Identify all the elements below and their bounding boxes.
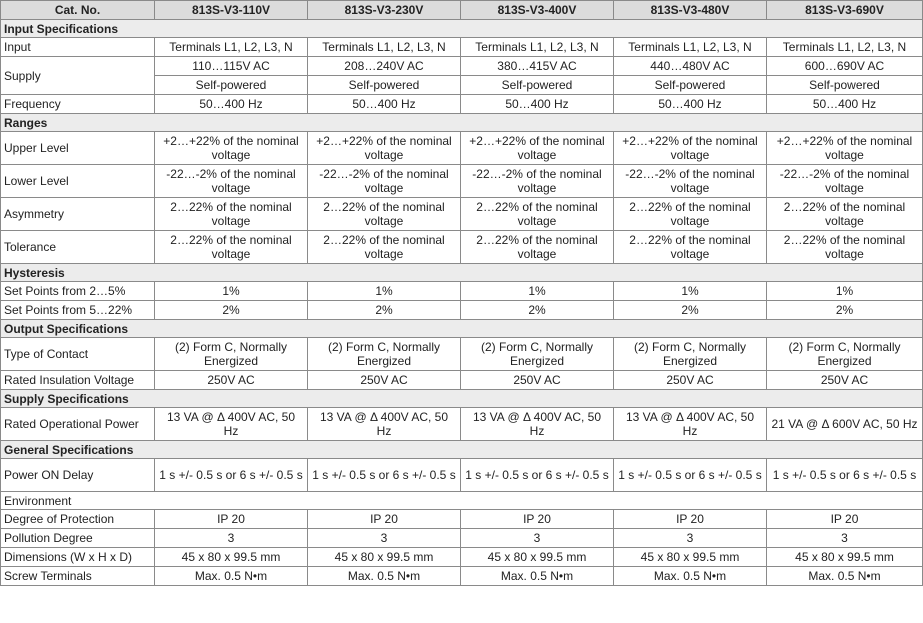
cell-value: Terminals L1, L2, L3, N: [461, 38, 614, 57]
cell-value: 1 s +/- 0.5 s or 6 s +/- 0.5 s: [461, 459, 614, 492]
cell-value: +2…+22% of the nominal voltage: [767, 132, 923, 165]
cell-value: 2%: [308, 301, 461, 320]
row-label: Tolerance: [1, 231, 155, 264]
row-label: Set Points from 2…5%: [1, 282, 155, 301]
table-row: [1, 301, 923, 320]
cell-value: 1%: [461, 282, 614, 301]
model-header-5: 813S-V3-690V: [767, 1, 923, 20]
cell-value: 2%: [614, 301, 767, 320]
section-title: Ranges: [1, 114, 923, 132]
row-label: Lower Level: [1, 165, 155, 198]
cell-value: 2…22% of the nominal voltage: [614, 198, 767, 231]
model-header-2: 813S-V3-230V: [308, 1, 461, 20]
cell-value: -22…-2% of the nominal voltage: [155, 165, 308, 198]
cell-value: -22…-2% of the nominal voltage: [308, 165, 461, 198]
cell-value: IP 20: [614, 510, 767, 529]
cat-no-header: Cat. No.: [1, 1, 155, 20]
cell-value: 250V AC: [155, 371, 308, 390]
table-row: [1, 132, 923, 165]
cell-value: 50…400 Hz: [767, 95, 923, 114]
section-header-row: [1, 264, 923, 282]
cell-value: 2…22% of the nominal voltage: [155, 198, 308, 231]
cell-value: 1%: [767, 282, 923, 301]
model-header-1: 813S-V3-110V: [155, 1, 308, 20]
row-label: Input: [1, 38, 155, 57]
header-row: [1, 1, 923, 20]
cell-value: 50…400 Hz: [155, 95, 308, 114]
section-title: Output Specifications: [1, 320, 923, 338]
cell-value: IP 20: [767, 510, 923, 529]
section-header-row: [1, 441, 923, 459]
cell-value: (2) Form C, Normally Energized: [614, 338, 767, 371]
cell-value: 3: [155, 529, 308, 548]
cell-value: 45 x 80 x 99.5 mm: [155, 548, 308, 567]
section-title: Supply Specifications: [1, 390, 923, 408]
row-label: Frequency: [1, 95, 155, 114]
cell-value: Max. 0.5 N•m: [767, 567, 923, 586]
cell-value: 2…22% of the nominal voltage: [461, 198, 614, 231]
cell-value: (2) Form C, Normally Energized: [308, 338, 461, 371]
cell-value: Self-powered: [155, 76, 308, 95]
cell-value: IP 20: [155, 510, 308, 529]
cell-value: 45 x 80 x 99.5 mm: [461, 548, 614, 567]
cell-value: 45 x 80 x 99.5 mm: [767, 548, 923, 567]
cell-value: Self-powered: [614, 76, 767, 95]
section-header-row: [1, 390, 923, 408]
cell-value: 2%: [767, 301, 923, 320]
cell-value: 45 x 80 x 99.5 mm: [614, 548, 767, 567]
cell-value: Terminals L1, L2, L3, N: [614, 38, 767, 57]
cell-value: Self-powered: [461, 76, 614, 95]
cell-value: 13 VA @ Δ 400V AC, 50 Hz: [308, 408, 461, 441]
table-row: [1, 95, 923, 114]
cell-value: 1%: [614, 282, 767, 301]
cell-value: 2…22% of the nominal voltage: [767, 231, 923, 264]
cell-value: -22…-2% of the nominal voltage: [767, 165, 923, 198]
cell-value: 13 VA @ Δ 400V AC, 50 Hz: [155, 408, 308, 441]
row-label: Type of Contact: [1, 338, 155, 371]
table-row: [1, 408, 923, 441]
cell-value: 1%: [308, 282, 461, 301]
table-row: [1, 459, 923, 492]
cell-value: +2…+22% of the nominal voltage: [155, 132, 308, 165]
row-label: Pollution Degree: [1, 529, 155, 548]
cell-value: 2%: [461, 301, 614, 320]
cell-value: IP 20: [308, 510, 461, 529]
cell-value: (2) Form C, Normally Energized: [155, 338, 308, 371]
cell-value: 1 s +/- 0.5 s or 6 s +/- 0.5 s: [767, 459, 923, 492]
table-row: [1, 548, 923, 567]
cell-value: Max. 0.5 N•m: [461, 567, 614, 586]
cell-value: 45 x 80 x 99.5 mm: [308, 548, 461, 567]
cell-value: Self-powered: [308, 76, 461, 95]
row-label: Set Points from 5…22%: [1, 301, 155, 320]
cell-value: 3: [461, 529, 614, 548]
cell-value: +2…+22% of the nominal voltage: [308, 132, 461, 165]
cell-value: 440…480V AC: [614, 57, 767, 76]
cell-value: Terminals L1, L2, L3, N: [155, 38, 308, 57]
row-label: Power ON Delay: [1, 459, 155, 492]
cell-value: 13 VA @ Δ 400V AC, 50 Hz: [461, 408, 614, 441]
cell-value: +2…+22% of the nominal voltage: [614, 132, 767, 165]
cell-value: +2…+22% of the nominal voltage: [461, 132, 614, 165]
cell-value: IP 20: [461, 510, 614, 529]
table-row: [1, 338, 923, 371]
table-row: [1, 38, 923, 57]
cell-value: 2…22% of the nominal voltage: [308, 231, 461, 264]
cell-value: 2%: [155, 301, 308, 320]
cell-value: 250V AC: [767, 371, 923, 390]
section-title: Hysteresis: [1, 264, 923, 282]
cell-value: Self-powered: [767, 76, 923, 95]
cell-value: 13 VA @ Δ 400V AC, 50 Hz: [614, 408, 767, 441]
cell-value: 250V AC: [308, 371, 461, 390]
cell-value: (2) Form C, Normally Energized: [767, 338, 923, 371]
row-label: Upper Level: [1, 132, 155, 165]
cell-value: 1 s +/- 0.5 s or 6 s +/- 0.5 s: [308, 459, 461, 492]
cell-value: 2…22% of the nominal voltage: [155, 231, 308, 264]
cell-value: 21 VA @ Δ 600V AC, 50 Hz: [767, 408, 923, 441]
section-title: General Specifications: [1, 441, 923, 459]
cell-value: Max. 0.5 N•m: [155, 567, 308, 586]
group-label-row: [1, 492, 923, 510]
section-header-row: [1, 320, 923, 338]
table-header: [1, 1, 923, 20]
cell-value: 250V AC: [614, 371, 767, 390]
cell-value: Terminals L1, L2, L3, N: [767, 38, 923, 57]
row-label: Asymmetry: [1, 198, 155, 231]
cell-value: 2…22% of the nominal voltage: [614, 231, 767, 264]
cell-value: (2) Form C, Normally Energized: [461, 338, 614, 371]
cell-value: Max. 0.5 N•m: [308, 567, 461, 586]
cell-value: 380…415V AC: [461, 57, 614, 76]
table-row: [1, 282, 923, 301]
table-row: [1, 567, 923, 586]
row-label: Rated Operational Power: [1, 408, 155, 441]
cell-value: 1 s +/- 0.5 s or 6 s +/- 0.5 s: [614, 459, 767, 492]
cell-value: 2…22% of the nominal voltage: [461, 231, 614, 264]
cell-value: 2…22% of the nominal voltage: [767, 198, 923, 231]
cell-value: 2…22% of the nominal voltage: [308, 198, 461, 231]
cell-value: 208…240V AC: [308, 57, 461, 76]
cell-value: 3: [767, 529, 923, 548]
row-label: Supply: [1, 57, 155, 95]
table-row: [1, 510, 923, 529]
cell-value: 3: [308, 529, 461, 548]
row-label: Rated Insulation Voltage: [1, 371, 155, 390]
cell-value: 3: [614, 529, 767, 548]
group-label: Environment: [1, 492, 923, 510]
cell-value: -22…-2% of the nominal voltage: [461, 165, 614, 198]
table-row: [1, 165, 923, 198]
cell-value: 1 s +/- 0.5 s or 6 s +/- 0.5 s: [155, 459, 308, 492]
cell-value: -22…-2% of the nominal voltage: [614, 165, 767, 198]
model-header-4: 813S-V3-480V: [614, 1, 767, 20]
section-header-row: [1, 114, 923, 132]
table-body: [1, 20, 923, 586]
row-label: Screw Terminals: [1, 567, 155, 586]
cell-value: 50…400 Hz: [614, 95, 767, 114]
model-header-3: 813S-V3-400V: [461, 1, 614, 20]
cell-value: Terminals L1, L2, L3, N: [308, 38, 461, 57]
table-row: [1, 57, 923, 76]
table-row: [1, 529, 923, 548]
cell-value: 1%: [155, 282, 308, 301]
table-row: [1, 231, 923, 264]
cell-value: 50…400 Hz: [461, 95, 614, 114]
row-label: Degree of Protection: [1, 510, 155, 529]
cell-value: 250V AC: [461, 371, 614, 390]
table-row: [1, 198, 923, 231]
table-row: [1, 371, 923, 390]
cell-value: Max. 0.5 N•m: [614, 567, 767, 586]
cell-value: 50…400 Hz: [308, 95, 461, 114]
section-header-row: [1, 20, 923, 38]
section-title: Input Specifications: [1, 20, 923, 38]
cell-value: 600…690V AC: [767, 57, 923, 76]
cell-value: 110…115V AC: [155, 57, 308, 76]
row-label: Dimensions (W x H x D): [1, 548, 155, 567]
